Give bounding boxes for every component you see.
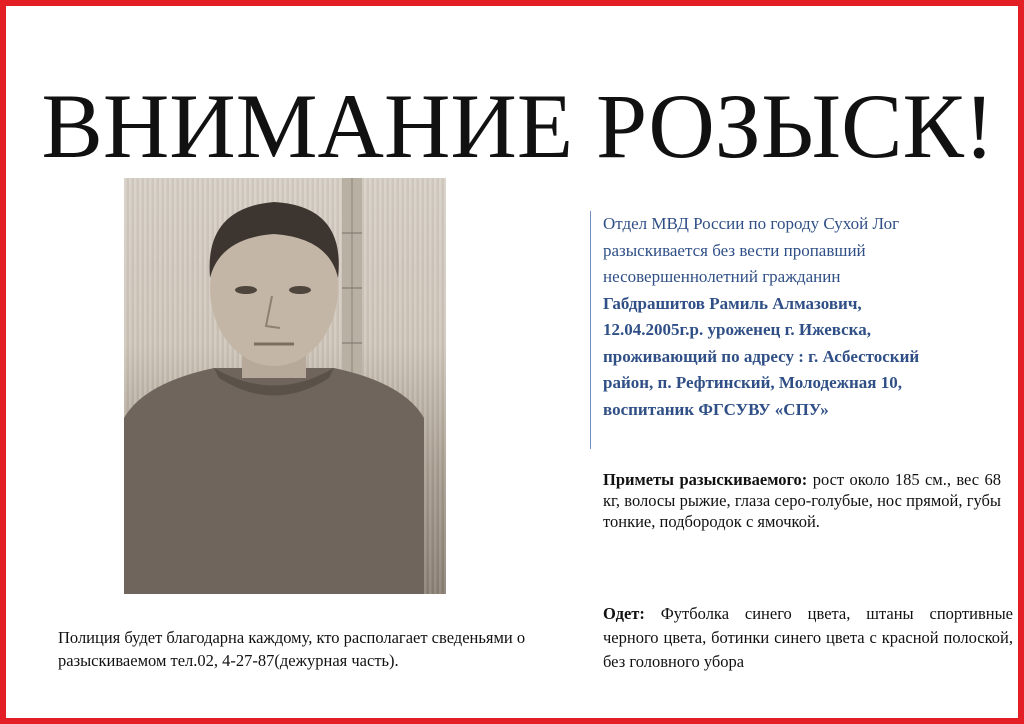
features-text: рост около 185 см., вес 68 кг, волосы рыжие, глаза серо-голубые, нос прямой, губы тонкие, подбородок с ямочкой. <box>603 470 1001 531</box>
poster-title: ВНИМАНИЕ РОЗЫСК! <box>41 75 995 177</box>
distinguishing-features <box>603 469 1001 532</box>
clothing-text: Футболка синего цвета, штаны спортивные черного цвета, ботинки синего цвета с красной полоской, без головного убора <box>603 604 1013 671</box>
photo-illustration <box>124 178 446 594</box>
missing-person-details <box>590 211 1000 449</box>
details-line-5: 12.04.2005г.р. уроженец г. Ижевска, <box>603 320 871 339</box>
details-line-3: несовершеннолетний гражданин <box>603 267 841 286</box>
details-line-1: Отдел МВД России по городу Сухой Лог <box>603 214 900 233</box>
clothing-label: Одет: <box>603 604 645 623</box>
details-line-8: воспитаник ФГСУВУ «СПУ» <box>603 399 829 419</box>
police-contact-note: Полиция будет благодарна каждому, кто располагает сведеньями о разыскиваемом тел.02, 4-27-87(дежурная часть). <box>58 628 526 670</box>
missing-person-photo <box>124 178 446 594</box>
details-line-7: район, п. Рефтинский, Молодежная 10, <box>603 373 902 392</box>
features-label: Приметы разыскиваемого: <box>603 470 808 489</box>
clothing-description <box>603 602 1013 674</box>
details-line-2: разыскивается без вести пропавший <box>603 240 866 260</box>
details-line-4: Габдрашитов Рамиль Алмазович, <box>603 293 862 313</box>
details-line-6: проживающий по адресу : г. Асбестоский <box>603 346 920 366</box>
